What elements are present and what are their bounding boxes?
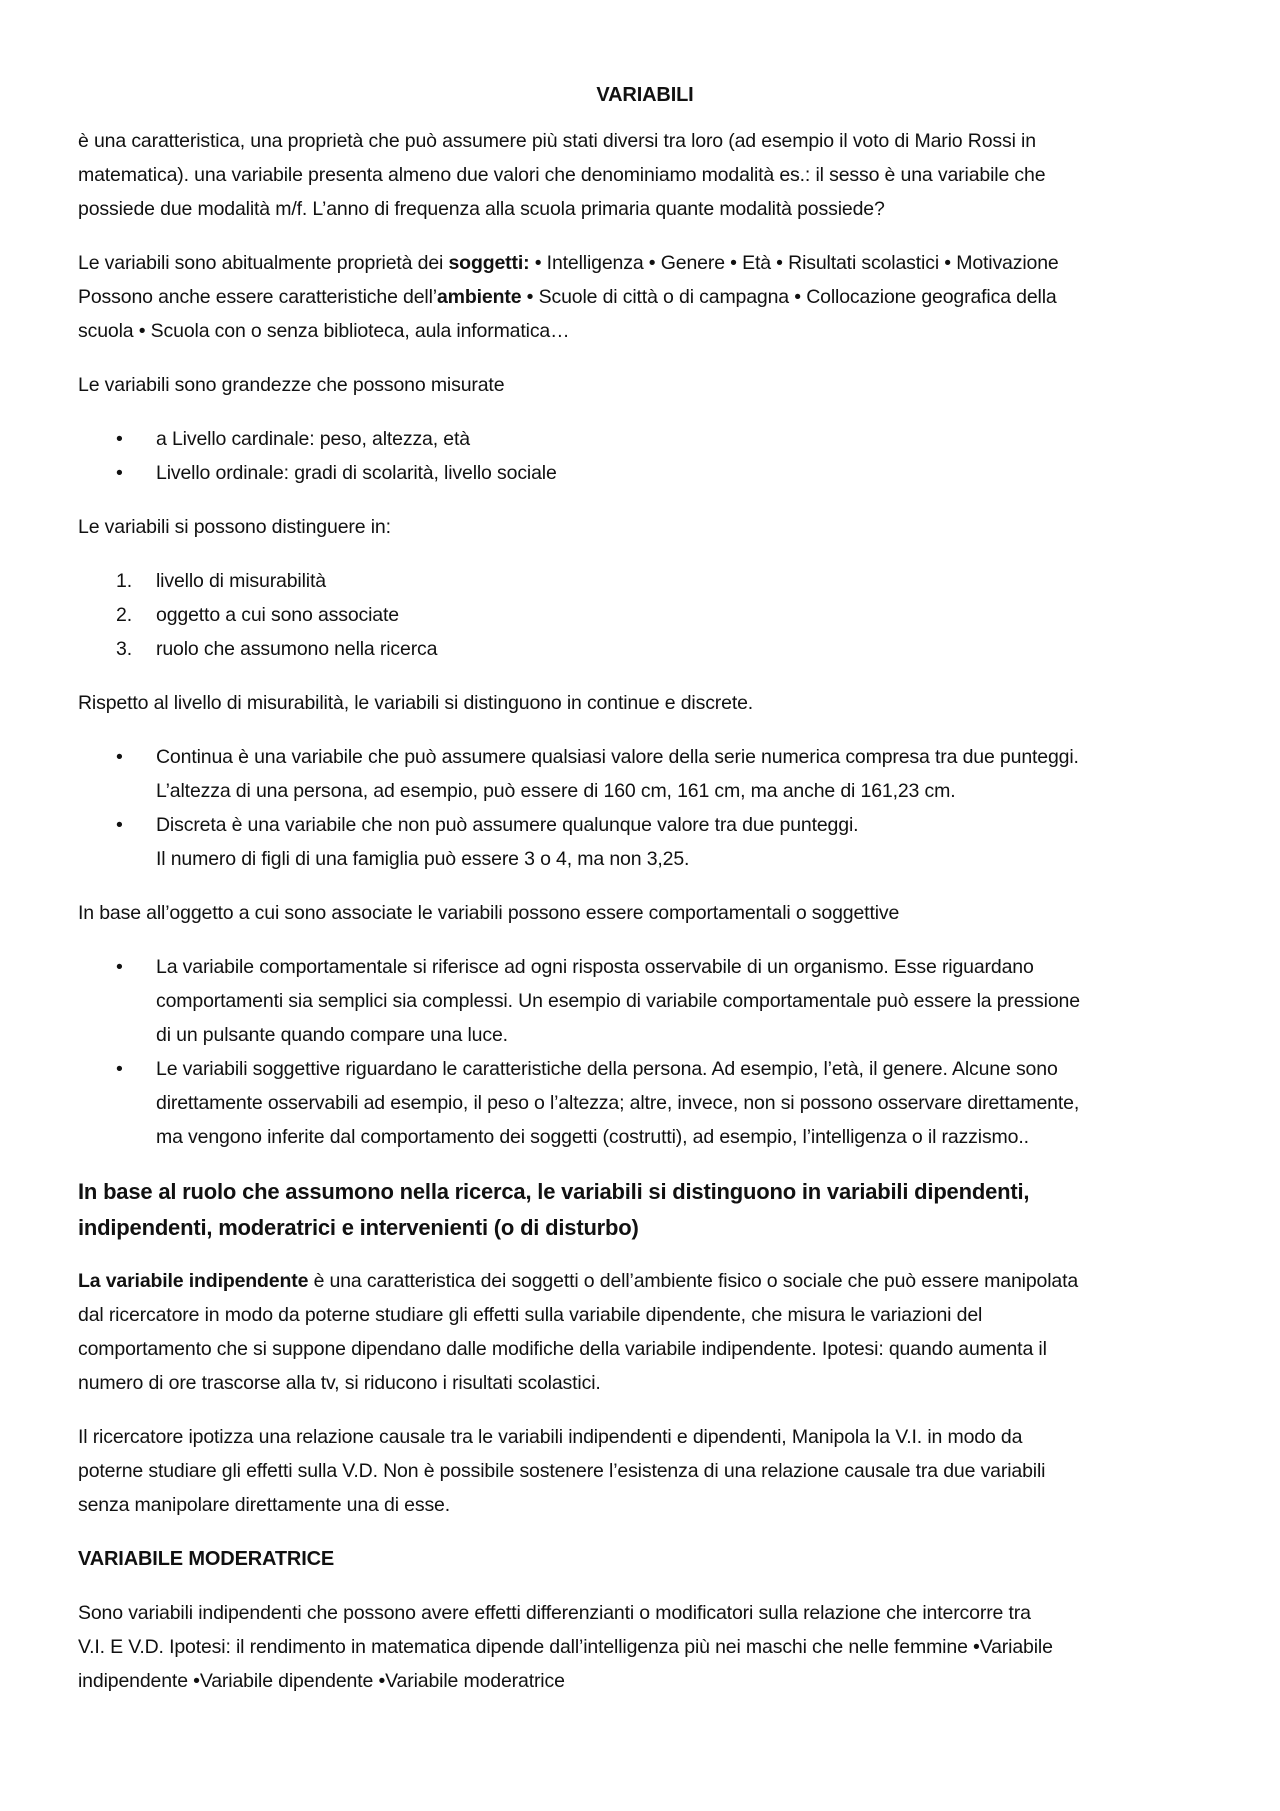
list-item-text: oggetto a cui sono associate [156, 604, 399, 626]
ambiente-post: • Scuole di città o di campagna • Collocazione geografica della [521, 286, 1057, 308]
bullet-icon: • [116, 428, 123, 450]
misurabilita-intro: Rispetto al livello di misurabilità, le variabili si distinguono in continue e discrete. [78, 692, 754, 714]
moderatrice-heading: VARIABILE MODERATRICE [78, 1548, 335, 1570]
misurate-list [78, 422, 1212, 490]
list-item-text: La variabile comportamentale si riferisce ad ogni risposta osservabile di un organismo. Esse riguardano [156, 956, 1034, 978]
bullet-icon: • [116, 1058, 123, 1080]
list-item [78, 740, 1212, 808]
oggetto-intro: In base all’oggetto a cui sono associate le variabili possono essere comportamentali o soggettive [78, 902, 900, 924]
intro-line: possiede due modalità m/f. L’anno di frequenza alla scuola primaria quante modalità possiede? [78, 198, 885, 220]
ruolo-heading [78, 1174, 1212, 1246]
ruolo-heading-line: indipendenti, moderatrici e intervenienti (o di disturbo) [78, 1215, 639, 1240]
intro-line: matematica). una variabile presenta almeno due valori che denominiamo modalità es.: il sesso è una variabile che [78, 164, 1046, 186]
bullet-icon: • [116, 814, 123, 836]
ambiente-bold: ambiente [436, 286, 522, 308]
list-item [78, 564, 1212, 598]
soggetti-bold: soggetti: [448, 252, 530, 274]
list-item-text: Continua è una variabile che può assumere qualsiasi valore della serie numerica compresa tra due punteggi. [156, 746, 1079, 768]
list-item [78, 950, 1212, 1052]
causale-line: poterne studiare gli effetti sulla V.D. Non è possibile sostenere l’esistenza di una relazione causale tra due variabili [78, 1460, 1046, 1482]
indipendente-line: dal ricercatore in modo da poterne studiare gli effetti sulla variabile dipendente, che misura le variazioni del [78, 1304, 983, 1326]
list-item-text: ma vengono inferite dal comportamento dei soggetti (costrutti), ad esempio, l’intelligenza o il razzismo.. [156, 1126, 1029, 1148]
document-title: VARIABILI [596, 84, 694, 106]
causale-line: Il ricercatore ipotizza una relazione causale tra le variabili indipendenti e dipendenti, Manipola la V.I. in modo da [78, 1426, 1023, 1448]
moderatrice-line: Sono variabili indipendenti che possono avere effetti differenzianti o modificatori sulla relazione che intercorre tra [78, 1602, 1031, 1624]
intro-paragraph [78, 124, 1212, 226]
list-item-text: L’altezza di una persona, ad esempio, può essere di 160 cm, 161 cm, ma anche di 161,23 cm. [156, 780, 956, 802]
document-body [78, 78, 1212, 1718]
distinguere-list [78, 564, 1212, 666]
indipendente-line [78, 1264, 1212, 1298]
oggetto-list [78, 950, 1212, 1154]
list-item-text: Discreta è una variabile che non può assumere qualunque valore tra due punteggi. [156, 814, 859, 836]
soggetti-paragraph [78, 246, 1212, 348]
list-item [78, 1052, 1212, 1154]
list-item-text: direttamente osservabili ad esempio, il peso o l’altezza; altre, invece, non si possono osservare direttamente, [156, 1092, 1080, 1114]
list-item [78, 632, 1212, 666]
bullet-icon: • [116, 956, 123, 978]
list-item-text: Le variabili soggettive riguardano le caratteristiche della persona. Ad esempio, l’età, il genere. Alcune sono [156, 1058, 1058, 1080]
list-item [78, 808, 1212, 876]
list-item-text: di un pulsante quando compare una luce. [156, 1024, 508, 1046]
list-item [78, 598, 1212, 632]
bullet-icon: • [116, 462, 123, 484]
scuola-line: scuola • Scuola con o senza biblioteca, aula informatica… [78, 320, 570, 342]
list-item-text: Il numero di figli di una famiglia può essere 3 o 4, ma non 3,25. [156, 848, 690, 870]
list-number: 2. [116, 604, 132, 626]
indipendente-paragraph [78, 1264, 1212, 1400]
list-number: 1. [116, 570, 132, 592]
moderatrice-line: indipendente •Variabile dipendente •Variabile moderatrice [78, 1670, 565, 1692]
list-item-text: ruolo che assumono nella ricerca [156, 638, 438, 660]
moderatrice-paragraph [78, 1596, 1212, 1698]
list-item-text: a Livello cardinale: peso, altezza, età [156, 428, 470, 450]
soggetti-pre: Le variabili sono abitualmente proprietà dei [78, 252, 449, 274]
list-item-text: Livello ordinale: gradi di scolarità, livello sociale [156, 462, 557, 484]
indipendente-line: comportamento che si suppone dipendano dalle modifiche della variabile indipendente. Ipotesi: quando aumenta il [78, 1338, 1047, 1360]
list-item-text: comportamenti sia semplici sia complessi. Un esempio di variabile comportamentale può essere la pressione [156, 990, 1080, 1012]
list-item [78, 456, 1212, 490]
causale-line: senza manipolare direttamente una di esse. [78, 1494, 451, 1516]
misurate-intro: Le variabili sono grandezze che possono misurate [78, 374, 505, 396]
list-number: 3. [116, 638, 132, 660]
distinguere-intro: Le variabili si possono distinguere in: [78, 516, 391, 538]
list-item [78, 422, 1212, 456]
ambiente-pre: Possono anche essere caratteristiche dell’ [78, 286, 437, 308]
intro-line: è una caratteristica, una proprietà che può assumere più stati diversi tra loro (ad esempio il voto di Mario Rossi in [78, 130, 1036, 152]
ruolo-heading-line: In base al ruolo che assumono nella ricerca, le variabili si distinguono in variabili dipendenti, [78, 1179, 1030, 1204]
ambiente-line [78, 280, 1212, 314]
soggetti-post: • Intelligenza • Genere • Età • Risultati scolastici • Motivazione [529, 252, 1059, 274]
causale-paragraph [78, 1420, 1212, 1522]
bullet-icon: • [116, 746, 123, 768]
indipendente-line: numero di ore trascorse alla tv, si riducono i risultati scolastici. [78, 1372, 601, 1394]
soggetti-line [78, 246, 1212, 280]
list-item-text: livello di misurabilità [156, 570, 326, 592]
misurabilita-list [78, 740, 1212, 876]
moderatrice-line: V.I. E V.D. Ipotesi: il rendimento in matematica dipende dall’intelligenza più nei maschi che nelle femmine •Variabile [78, 1636, 1053, 1658]
indipendente-bold: La variabile indipendente [78, 1270, 309, 1292]
indipendente-post: è una caratteristica dei soggetti o dell’ambiente fisico o sociale che può essere manipolata [308, 1270, 1079, 1292]
